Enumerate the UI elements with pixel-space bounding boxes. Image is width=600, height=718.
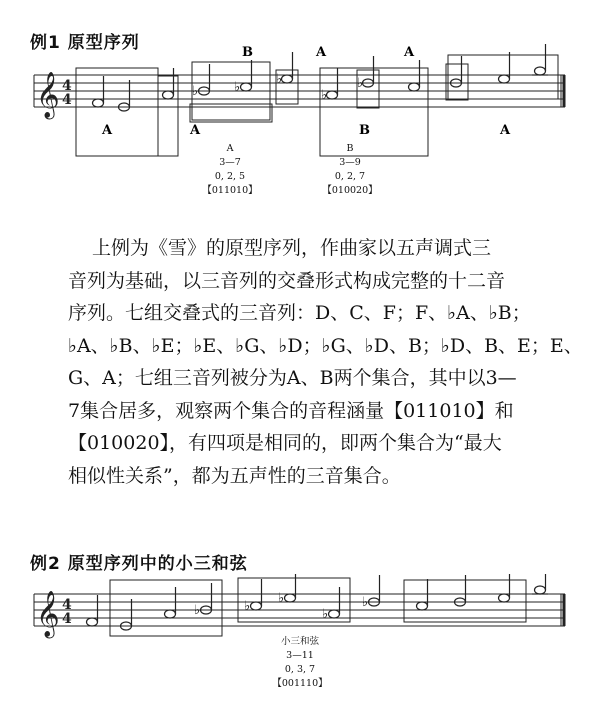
example2-title: 例2 原型序列中的小三和弦	[30, 554, 248, 574]
paragraph-line: 音列为基础，以三音列的交叠形式构成完整的十二音	[68, 269, 506, 292]
svg-text:𝄞: 𝄞	[36, 72, 60, 118]
svg-text:♭: ♭	[244, 599, 251, 614]
example1-top-label: A	[404, 45, 415, 60]
svg-text:♭: ♭	[192, 84, 199, 99]
set-b-forte: 3—9	[339, 157, 361, 168]
svg-text:𝄞: 𝄞	[36, 591, 60, 637]
paragraph-line: 序列。七组交叠式的三音列：D、C、F；F、♭A、♭B；	[68, 302, 531, 324]
set-b-pcs: 0, 2, 7	[334, 171, 366, 182]
minor-triad-forte: 3—11	[286, 650, 314, 661]
svg-text:4: 4	[62, 78, 72, 94]
paragraph-line: ♭A、♭B、♭E；♭E、♭G、♭D；♭G、♭D、B；♭D、B、E；E、	[68, 334, 583, 357]
svg-text:4: 4	[62, 92, 72, 108]
minor-triad-caption	[262, 635, 338, 691]
set-a-name: A	[226, 143, 234, 154]
svg-text:4: 4	[62, 611, 72, 627]
minor-triad-name: 小三和弦	[280, 636, 319, 647]
example1-staff	[0, 40, 600, 180]
svg-text:♭: ♭	[362, 595, 369, 610]
paragraph-line: 相似性关系”，都为五声性的三音集合。	[68, 464, 401, 487]
example1-bottom-label: A	[500, 123, 511, 138]
svg-text:♭: ♭	[194, 603, 201, 618]
svg-text:♭: ♭	[357, 76, 364, 91]
set-b-vector: 【010020】	[322, 185, 378, 196]
paragraph-line: G、A；七组三音列被分为A、B两个集合，其中以3—	[68, 367, 517, 389]
minor-triad-vector: 【001110】	[272, 678, 328, 689]
example1-bottom-label: A	[102, 123, 113, 138]
set-a-vector: 【011010】	[202, 185, 258, 196]
paragraph-line: 7集合居多，观察两个集合的音程涵量【011010】和	[68, 399, 514, 422]
example1-bottom-label: B	[359, 123, 370, 138]
set-b-name: B	[346, 143, 354, 154]
body-paragraph	[68, 232, 583, 492]
svg-text:♭: ♭	[278, 591, 285, 606]
paragraph-line: 【010020】，有四项是相同的，即两个集合为“最大	[68, 432, 502, 454]
example1-bottom-label: A	[190, 123, 201, 138]
example1-title: 例1 原型序列	[30, 33, 140, 53]
minor-triad-pcs: 0, 3, 7	[284, 664, 316, 675]
set-a-caption	[195, 142, 265, 198]
svg-text:♭: ♭	[234, 80, 241, 95]
svg-text:♭: ♭	[322, 607, 329, 622]
svg-text:♭: ♭	[321, 88, 328, 103]
set-b-caption	[315, 142, 385, 198]
set-a-pcs: 0, 2, 5	[214, 171, 246, 182]
svg-text:4: 4	[62, 597, 72, 613]
set-a-forte: 3—7	[219, 157, 241, 168]
example1-top-label: B	[242, 45, 253, 60]
paragraph-line: 上例为《雪》的原型序列，作曲家以五声调式三	[92, 237, 492, 259]
example1-top-label: A	[316, 45, 327, 60]
svg-text:♭: ♭	[276, 72, 283, 87]
